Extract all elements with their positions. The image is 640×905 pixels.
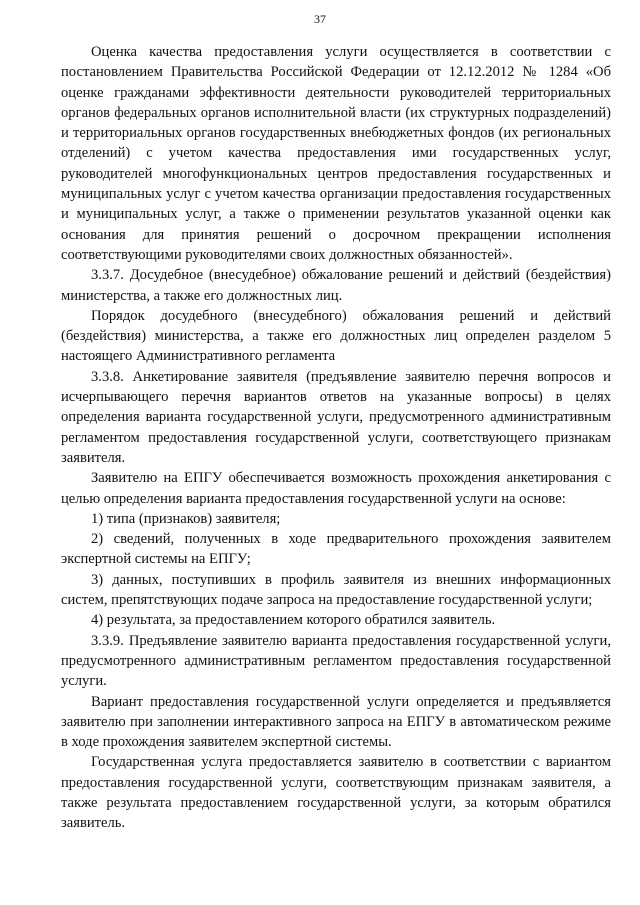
page-number: 37 (314, 12, 326, 26)
document-body (61, 42, 611, 834)
paragraph-service-provision: Государственная услуга предоставляется заявителю в соответствии с вариантом предоставления государственной услуги, соответствующим признакам заявителя, а также результата предоставлением государственной услуги, за которым обратился заявитель. (61, 754, 611, 832)
list-item-4: 4) результата, за предоставлением которого обратился заявитель. (91, 612, 496, 629)
list-item-2: 2) сведений, полученных в ходе предварительного прохождения заявителем экспертной системы на ЕПГУ; (61, 531, 611, 568)
paragraph-appeal-procedure: Порядок досудебного (внесудебного) обжалования решений и действий (бездействия) министерства, а также его должностных лиц определен разделом 5 настоящего Административного регламента (61, 307, 611, 365)
paragraph-variant-determination: Вариант предоставления государственной услуги определяется и предъявляется заявителю при заполнении интерактивного запроса на ЕПГУ в автоматическом режиме в ходе прохождения заявителем экспертной системы. (61, 693, 611, 751)
paragraph-3-3-8-heading: 3.3.8. Анкетирование заявителя (предъявление заявителю перечня вопросов и исчерпывающего перечня вариантов ответов на указанные вопросы) в целях определения варианта государственной услуги, предусмотренного административным регламентом предоставления государственной услуги, соответствующего признакам заявителя. (61, 368, 611, 466)
paragraph-3-3-7-heading: 3.3.7. Досудебное (внесудебное) обжалование решений и действий (бездействия) министерства, а также его должностных лиц. (61, 267, 611, 304)
list-item-1: 1) типа (признаков) заявителя; (91, 510, 281, 527)
list-item-3: 3) данных, поступивших в профиль заявителя из внешних информационных систем, препятствующих подаче запроса на предоставление государственной услуги; (61, 571, 611, 609)
paragraph-3-3-9-heading: 3.3.9. Предъявление заявителю варианта предоставления государственной услуги, предусмотренного административным регламентом предоставления государственной услуги. (61, 632, 611, 690)
paragraph-quality-assessment: Оценка качества предоставления услуги осуществляется в соответствии с постановлением Правительства Российской Федерации от 12.12.2012 № 1284 «Об оценке гражданами эффективности деятельности руководителей территориальных органов федеральных органов исполнительной власти (их структурных подразделений) и территориальных органов государственных внебюджетных фондов (их региональных отделений) с учетом качества предоставления ими государственных услуг, руководителей многофункциональных центров предоставления государственных и муниципальных услуг с учетом качества организации предоставления государственных и муниципальных услуг, а также о применении результатов указанной оценки как основания для принятия решений о досрочном прекращении исполнения соответствующими руководителями своих должностных обязанностей». (61, 44, 611, 263)
paragraph-questionnaire-basis: Заявителю на ЕПГУ обеспечивается возможность прохождения анкетирования с целью определения варианта предоставления государственной услуги на основе: (61, 470, 611, 507)
